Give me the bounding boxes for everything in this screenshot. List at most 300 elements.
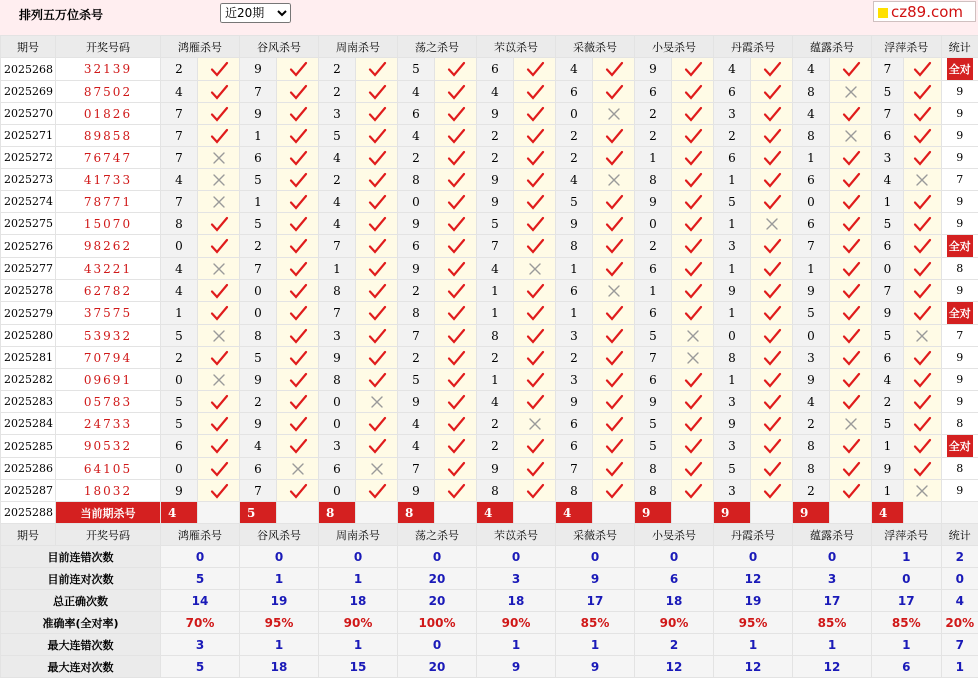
period-select[interactable] [220, 3, 291, 23]
result-mark [356, 191, 398, 213]
kill-number: 8 [319, 280, 356, 302]
draw-number: 37575 [56, 302, 161, 325]
result-mark [830, 81, 872, 103]
kill-number: 9 [240, 103, 277, 125]
check-icon [367, 61, 387, 77]
result-mark [830, 435, 872, 458]
draw-number: 53932 [56, 325, 161, 347]
check-icon [209, 238, 229, 254]
kill-number: 5 [556, 191, 593, 213]
row-stat [941, 391, 978, 413]
correct-count: 9 [956, 85, 963, 98]
row-stat [941, 147, 978, 169]
check-icon [525, 483, 545, 499]
kill-number: 7 [793, 235, 830, 258]
cross-icon [209, 328, 229, 344]
check-icon [762, 372, 782, 388]
col-expert: 谷风杀号 [240, 524, 319, 546]
result-mark [356, 147, 398, 169]
draw-number: 43221 [56, 258, 161, 280]
check-icon [446, 483, 466, 499]
stat-row [1, 612, 978, 634]
kill-number: 7 [161, 191, 198, 213]
kill-number: 2 [477, 147, 514, 169]
kill-number: 0 [714, 325, 751, 347]
result-mark [356, 413, 398, 435]
check-icon [912, 238, 932, 254]
col-expert: 浮萍杀号 [872, 524, 942, 546]
col-expert: 采薇杀号 [556, 524, 635, 546]
stat-value: 0 [240, 546, 319, 568]
result-mark [356, 258, 398, 280]
result-mark [277, 191, 319, 213]
result-mark [593, 302, 635, 325]
cross-icon [912, 483, 932, 499]
stat-value: 6 [872, 656, 942, 678]
check-icon [604, 350, 624, 366]
check-icon [841, 372, 861, 388]
stat-row [1, 590, 978, 612]
stat-value: 85% [872, 612, 942, 634]
kill-number: 7 [635, 347, 672, 369]
correct-count: 8 [956, 262, 963, 275]
period-cell: 2025270 [1, 103, 56, 125]
check-icon [446, 106, 466, 122]
result-mark [277, 258, 319, 280]
kill-number: 8 [793, 458, 830, 480]
cross-icon [367, 394, 387, 410]
check-icon [604, 261, 624, 277]
result-mark [277, 235, 319, 258]
draw-number: 62782 [56, 280, 161, 302]
kill-number: 9 [635, 58, 672, 81]
check-icon [209, 216, 229, 232]
check-icon [762, 172, 782, 188]
result-mark [356, 103, 398, 125]
kill-number: 8 [398, 302, 435, 325]
check-icon [841, 261, 861, 277]
result-mark [904, 413, 942, 435]
kill-number: 0 [319, 480, 356, 502]
kill-number: 8 [398, 169, 435, 191]
check-icon [209, 283, 229, 299]
result-mark [198, 302, 240, 325]
result-mark [514, 325, 556, 347]
kill-number: 8 [477, 325, 514, 347]
period-cell: 2025272 [1, 147, 56, 169]
kill-number: 8 [793, 125, 830, 147]
check-icon [604, 305, 624, 321]
kill-number: 4 [161, 81, 198, 103]
result-mark [356, 325, 398, 347]
check-icon [841, 483, 861, 499]
kill-number: 1 [319, 258, 356, 280]
check-icon [912, 350, 932, 366]
result-mark [435, 58, 477, 81]
check-icon [762, 150, 782, 166]
result-mark [435, 369, 477, 391]
stat-value: 3 [161, 634, 240, 656]
check-icon [841, 172, 861, 188]
result-mark [904, 213, 942, 235]
check-icon [841, 305, 861, 321]
stat-value: 20 [398, 568, 477, 590]
result-mark [435, 458, 477, 480]
kill-number: 8 [793, 81, 830, 103]
kill-number: 1 [477, 280, 514, 302]
result-mark [830, 125, 872, 147]
site-logo[interactable] [873, 1, 976, 22]
kill-number: 1 [714, 369, 751, 391]
result-mark [277, 480, 319, 502]
cross-icon [912, 172, 932, 188]
kill-number: 4 [161, 258, 198, 280]
period-cell: 2025286 [1, 458, 56, 480]
stat-value: 0 [319, 546, 398, 568]
cross-icon [604, 283, 624, 299]
result-mark [751, 391, 793, 413]
current-kill-number: 8 [319, 502, 356, 524]
kill-number: 2 [635, 103, 672, 125]
row-stat [941, 81, 978, 103]
correct-count: 9 [956, 195, 963, 208]
result-mark [672, 125, 714, 147]
current-label: 当前期杀号 [56, 502, 161, 524]
result-mark [356, 435, 398, 458]
kill-number: 7 [398, 325, 435, 347]
check-icon [841, 394, 861, 410]
kill-number: 2 [556, 125, 593, 147]
result-mark [830, 325, 872, 347]
kill-number: 2 [319, 169, 356, 191]
kill-number: 2 [635, 125, 672, 147]
kill-number: 1 [793, 258, 830, 280]
check-icon [762, 128, 782, 144]
result-mark [751, 280, 793, 302]
draw-number: 32139 [56, 58, 161, 81]
kill-number: 6 [635, 81, 672, 103]
result-mark [435, 413, 477, 435]
kill-number: 6 [319, 458, 356, 480]
check-icon [446, 261, 466, 277]
check-icon [446, 61, 466, 77]
kill-number: 1 [240, 125, 277, 147]
kill-number: 1 [793, 147, 830, 169]
check-icon [525, 61, 545, 77]
stat-value: 1 [319, 568, 398, 590]
row-stat [941, 169, 978, 191]
kill-number: 5 [161, 391, 198, 413]
kill-number: 1 [556, 258, 593, 280]
result-mark [593, 325, 635, 347]
stat-value: 0 [793, 546, 872, 568]
table-row [1, 125, 978, 147]
kill-number: 3 [714, 435, 751, 458]
check-icon [604, 394, 624, 410]
result-mark [435, 480, 477, 502]
kill-number: 3 [714, 480, 751, 502]
period-cell: 2025277 [1, 258, 56, 280]
stat-value: 18 [319, 590, 398, 612]
check-icon [525, 106, 545, 122]
kill-number: 1 [872, 191, 904, 213]
stat-value: 17 [872, 590, 942, 612]
result-mark [904, 258, 942, 280]
result-mark [198, 435, 240, 458]
result-mark [198, 413, 240, 435]
check-icon [604, 328, 624, 344]
result-mark [904, 81, 942, 103]
kill-number: 5 [161, 413, 198, 435]
table-row [1, 103, 978, 125]
result-mark [593, 58, 635, 81]
kill-number: 6 [398, 235, 435, 258]
check-icon [683, 61, 703, 77]
result-mark [751, 435, 793, 458]
kill-number: 7 [872, 280, 904, 302]
check-icon [288, 61, 308, 77]
kill-number: 7 [319, 302, 356, 325]
result-mark [356, 480, 398, 502]
kill-number: 9 [319, 347, 356, 369]
check-icon [525, 438, 545, 454]
col-period: 期号 [1, 524, 56, 546]
kill-number: 0 [398, 191, 435, 213]
row-stat [941, 369, 978, 391]
result-mark [830, 413, 872, 435]
result-mark [356, 391, 398, 413]
kill-number: 7 [872, 103, 904, 125]
check-icon [762, 194, 782, 210]
check-icon [525, 305, 545, 321]
kill-number: 5 [714, 191, 751, 213]
check-icon [367, 283, 387, 299]
result-mark [356, 213, 398, 235]
row-stat [941, 302, 978, 325]
result-mark [435, 147, 477, 169]
period-cell: 2025279 [1, 302, 56, 325]
result-mark [277, 458, 319, 480]
result-mark [356, 458, 398, 480]
kill-number: 5 [477, 213, 514, 235]
result-mark [514, 103, 556, 125]
result-mark [198, 235, 240, 258]
page-title: 排列五万位杀号 [19, 6, 103, 23]
row-stat [941, 258, 978, 280]
check-icon [367, 194, 387, 210]
check-icon [288, 350, 308, 366]
current-kill-number: 9 [793, 502, 830, 524]
row-stat [941, 235, 978, 258]
current-kill-spacer [198, 502, 240, 524]
stat-value: 17 [556, 590, 635, 612]
kill-number: 8 [635, 169, 672, 191]
kill-number: 8 [793, 435, 830, 458]
result-mark [904, 391, 942, 413]
kill-number: 7 [556, 458, 593, 480]
check-icon [912, 84, 932, 100]
check-icon [446, 394, 466, 410]
kill-number: 8 [714, 347, 751, 369]
result-mark [904, 369, 942, 391]
stat-value: 1 [319, 634, 398, 656]
result-mark [672, 103, 714, 125]
result-mark [593, 213, 635, 235]
col-expert: 鸿雁杀号 [161, 524, 240, 546]
result-mark [435, 103, 477, 125]
check-icon [367, 84, 387, 100]
col-expert: 芣苡杀号 [477, 36, 556, 58]
kill-number: 9 [872, 302, 904, 325]
kill-number: 7 [161, 103, 198, 125]
col-expert: 采薇杀号 [556, 36, 635, 58]
result-mark [435, 435, 477, 458]
stat-label: 目前连对次数 [1, 568, 161, 590]
cross-icon [762, 216, 782, 232]
result-mark [593, 435, 635, 458]
result-mark [751, 169, 793, 191]
stat-value: 90% [477, 612, 556, 634]
check-icon [762, 61, 782, 77]
result-mark [672, 325, 714, 347]
stat-value: 9 [556, 656, 635, 678]
check-icon [762, 106, 782, 122]
check-icon [525, 350, 545, 366]
col-expert: 芣苡杀号 [477, 524, 556, 546]
kill-number: 6 [872, 235, 904, 258]
check-icon [762, 261, 782, 277]
check-icon [525, 84, 545, 100]
result-mark [435, 235, 477, 258]
result-mark [593, 169, 635, 191]
check-icon [912, 216, 932, 232]
result-mark [277, 169, 319, 191]
correct-count: 9 [956, 217, 963, 230]
check-icon [288, 194, 308, 210]
check-icon [525, 238, 545, 254]
result-mark [514, 347, 556, 369]
stat-value: 20 [398, 656, 477, 678]
kill-number: 2 [556, 347, 593, 369]
check-icon [912, 283, 932, 299]
kill-number: 9 [714, 413, 751, 435]
kill-number: 4 [477, 391, 514, 413]
table-row [1, 147, 978, 169]
kill-number: 7 [872, 58, 904, 81]
result-mark [514, 302, 556, 325]
check-icon [683, 394, 703, 410]
result-mark [593, 347, 635, 369]
table-row [1, 325, 978, 347]
kill-number: 4 [398, 81, 435, 103]
result-mark [514, 435, 556, 458]
kill-number: 7 [161, 147, 198, 169]
stat-value: 3 [477, 568, 556, 590]
stat-value: 1 [872, 546, 942, 568]
kill-number: 0 [319, 391, 356, 413]
result-mark [672, 391, 714, 413]
result-mark [751, 213, 793, 235]
result-mark [830, 191, 872, 213]
draw-number: 41733 [56, 169, 161, 191]
stat-value: 1 [556, 634, 635, 656]
result-mark [751, 413, 793, 435]
kill-number: 8 [635, 458, 672, 480]
kill-number: 5 [714, 458, 751, 480]
check-icon [912, 438, 932, 454]
header-row [1, 524, 978, 546]
result-mark [514, 191, 556, 213]
period-cell: 2025268 [1, 58, 56, 81]
kill-number: 2 [319, 58, 356, 81]
result-mark [514, 235, 556, 258]
check-icon [762, 394, 782, 410]
stat-value: 20 [398, 590, 477, 612]
result-mark [435, 325, 477, 347]
stat-label: 总正确次数 [1, 590, 161, 612]
check-icon [288, 416, 308, 432]
kill-number: 6 [556, 435, 593, 458]
check-icon [841, 328, 861, 344]
check-icon [604, 461, 624, 477]
check-icon [683, 461, 703, 477]
result-mark [751, 458, 793, 480]
result-mark [751, 258, 793, 280]
table-row [1, 391, 978, 413]
correct-count: 8 [956, 462, 963, 475]
kill-number: 1 [477, 302, 514, 325]
result-mark [672, 369, 714, 391]
kill-number: 0 [161, 369, 198, 391]
kill-number: 4 [398, 435, 435, 458]
period-cell: 2025287 [1, 480, 56, 502]
check-icon [288, 84, 308, 100]
col-expert: 荡之杀号 [398, 36, 477, 58]
result-mark [672, 280, 714, 302]
check-icon [288, 483, 308, 499]
current-kill-spacer [435, 502, 477, 524]
result-mark [593, 235, 635, 258]
check-icon [525, 128, 545, 144]
result-mark [751, 369, 793, 391]
kill-number: 0 [161, 458, 198, 480]
kill-number: 6 [556, 413, 593, 435]
kill-number: 5 [161, 325, 198, 347]
logo-text: cz89.com [891, 3, 963, 21]
stat-value: 0 [635, 546, 714, 568]
result-mark [356, 81, 398, 103]
draw-number: 64105 [56, 458, 161, 480]
result-mark [830, 369, 872, 391]
kill-number: 2 [240, 391, 277, 413]
correct-count: 9 [956, 129, 963, 142]
check-icon [683, 438, 703, 454]
check-icon [446, 84, 466, 100]
result-mark [904, 235, 942, 258]
current-kill-spacer [751, 502, 793, 524]
check-icon [604, 372, 624, 388]
result-mark [751, 347, 793, 369]
kill-number: 2 [556, 147, 593, 169]
current-kill-spacer [514, 502, 556, 524]
check-icon [288, 238, 308, 254]
col-expert: 丹霞杀号 [714, 36, 793, 58]
kill-number: 5 [398, 58, 435, 81]
kill-number: 6 [240, 147, 277, 169]
check-icon [209, 106, 229, 122]
kill-number: 1 [477, 369, 514, 391]
result-mark [672, 458, 714, 480]
